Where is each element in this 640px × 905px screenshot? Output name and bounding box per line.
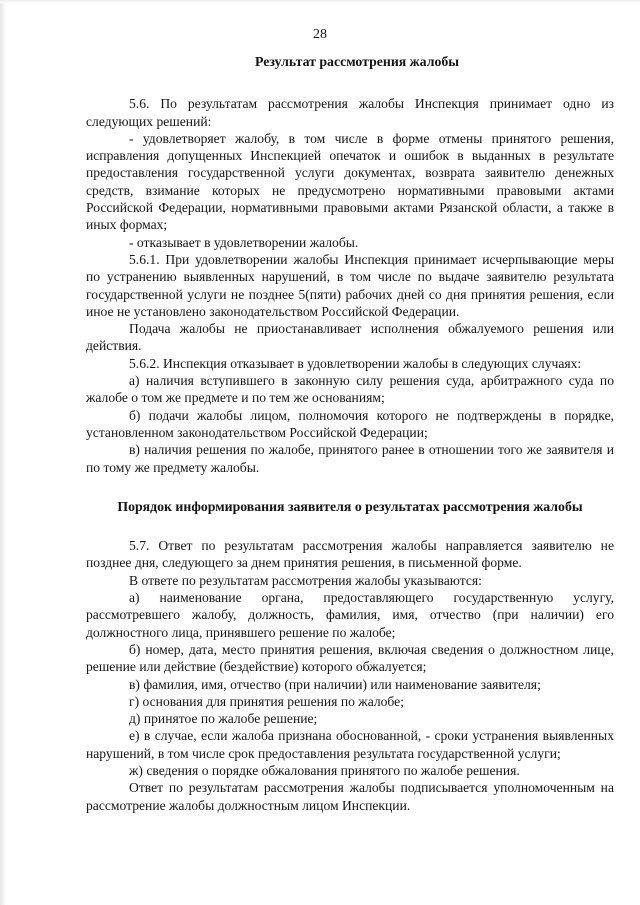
paragraph-item-a: а) наименование органа, предоставляющего государственную услугу, рассмотревшего жалобу, должность, фамилия, имя, отчество (при наличии) его должностного лица, принявшего решение по жалобе; bbox=[86, 590, 614, 640]
paragraph-no-suspend: Подача жалобы не приостанавливает исполнения обжалуемого решения или действия. bbox=[86, 321, 614, 354]
paragraph-item-b: б) номер, дата, место принятия решения, включая сведения о должностном лице, решение или действие (бездействие) которого обжалуется; bbox=[86, 641, 614, 675]
paragraph-5-6-2: 5.6.2. Инспекция отказывает в удовлетворении жалобы в следующих случаях: bbox=[129, 355, 582, 371]
section-title-result: Результат рассмотрения жалобы bbox=[254, 54, 460, 69]
paragraph-item-d: д) принятое по жалобе решение; bbox=[129, 711, 318, 727]
paragraph-case-b: б) подачи жалобы лицом, полномочия которого не подтверждены в порядке, установленном законодательством Российской Федерации; bbox=[86, 407, 614, 440]
document-body bbox=[86, 53, 614, 814]
paragraph-item-v: в) фамилия, имя, отчество (при наличии) или наименование заявителя; bbox=[129, 676, 541, 692]
paragraph-case-v: в) наличия решения по жалобе, принятого ранее в отношении того же заявителя и по тому же предмету жалобы. bbox=[86, 442, 614, 475]
scan-edge-left bbox=[0, 0, 6, 905]
paragraph-signed: Ответ по результатам рассмотрения жалобы подписывается уполномоченным на рассмотрение жалобы должностным лицом Инспекции. bbox=[86, 780, 614, 813]
paragraph-item-zh: ж) сведения о порядке обжалования принятого по жалобе решения. bbox=[129, 762, 520, 778]
section-title-informing: Порядок информирования заявителя о результатах рассмотрения жалобы bbox=[117, 498, 583, 514]
page-number: 28 bbox=[313, 27, 327, 42]
paragraph-5-7: 5.7. Ответ по результатам рассмотрения жалобы направляется заявителю не позднее дня, следующего за днем принятия решения, в письменной форме. bbox=[86, 538, 614, 571]
paragraph-satisfy: - удовлетворяет жалобу, в том числе в форме отмены принятого решения, исправления допущенных Инспекцией опечаток и ошибок в выданных в результате предоставления государственной услуги документах, возврата заявителю денежных средств, взимание которых не предусмотрено нормативными правовыми актами Российской Федерации, нормативными правовыми актами Рязанской области, а также в иных формах; bbox=[86, 130, 614, 233]
paragraph-5-6: 5.6. По результатам рассмотрения жалобы Инспекция принимает одно из следующих решений: bbox=[86, 96, 614, 129]
scan-edge-top bbox=[0, 0, 640, 3]
paragraph-case-a: а) наличия вступившего в законную силу решения суда, арбитражного суда по жалобе о том же предмете и по тем же основаниям; bbox=[86, 373, 614, 406]
paragraph-5-6-1: 5.6.1. При удовлетворении жалобы Инспекция принимает исчерпывающие меры по устранению выявленных нарушений, в том числе по выдаче заявителю результата государственной услуги не позднее 5(пяти) рабочих дней со дня принятия решения, если иное не установлено законодательством Российской Федерации. bbox=[86, 251, 614, 319]
paragraph-item-g: г) основания для принятия решения по жалобе; bbox=[129, 693, 404, 709]
paragraph-answer-contains: В ответе по результатам рассмотрения жалобы указываются: bbox=[129, 572, 482, 588]
paragraph-refuse: - отказывает в удовлетворении жалобы. bbox=[129, 234, 359, 250]
paragraph-item-e: е) в случае, если жалоба признана обоснованной, - сроки устранения выявленных нарушений, в том числе срок предоставления результата государственной услуги; bbox=[86, 728, 614, 761]
